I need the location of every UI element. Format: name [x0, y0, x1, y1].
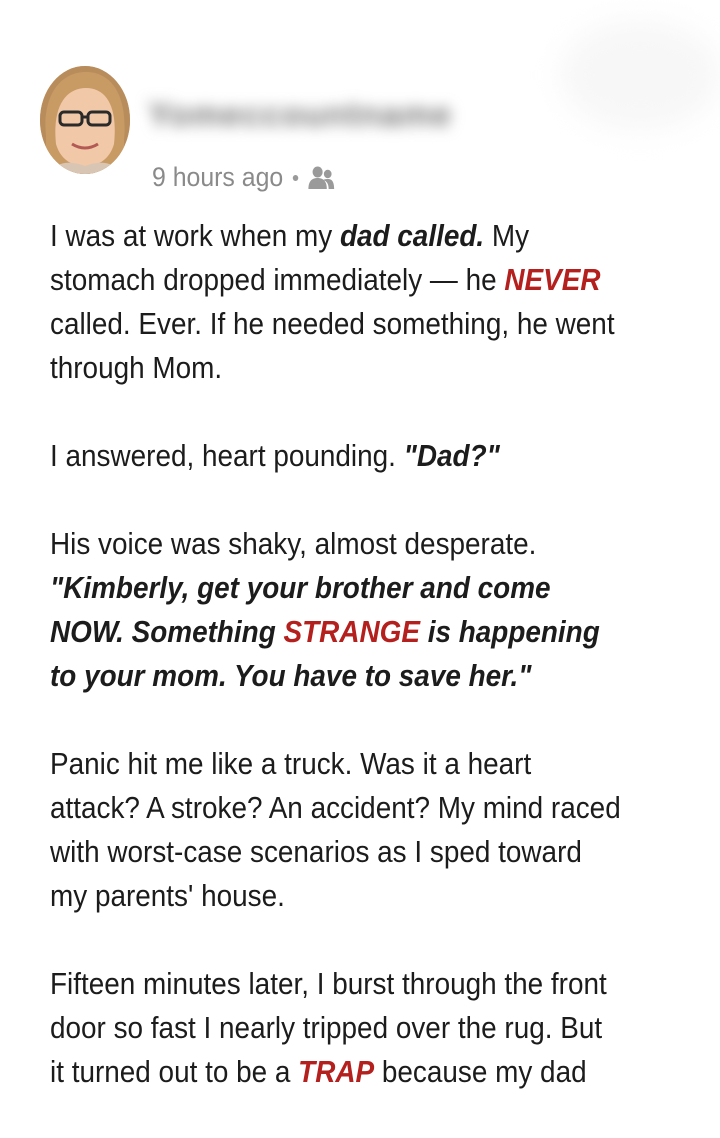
paragraph-4: [50, 742, 671, 918]
post-body: [50, 214, 671, 1138]
text-line: Panic hit me like a truck. Was it a heart: [50, 746, 532, 781]
text-line: I answered, heart pounding. "Dad?": [50, 438, 500, 473]
text-line: door so fast I nearly tripped over the rug. But: [50, 1010, 603, 1045]
post-timestamp[interactable]: 9 hours ago: [152, 162, 284, 192]
text-line: my parents' house.: [50, 878, 285, 913]
paragraph-1: [50, 214, 671, 390]
highlight-text: NEVER: [504, 262, 601, 297]
paragraph-2: [50, 434, 671, 478]
text-line: it turned out to be a TRAP because my dad: [50, 1054, 587, 1089]
text-line: His voice was shaky, almost desperate.: [50, 526, 537, 561]
text-line: attack? A stroke? An accident? My mind raced: [50, 790, 621, 825]
emphasis-text: dad called.: [339, 218, 485, 253]
text-line: through Mom.: [50, 350, 223, 385]
author-avatar[interactable]: [40, 66, 130, 174]
text-line: called. Ever. If he needed something, he went: [50, 306, 615, 341]
text-line: I was at work when my dad called. My: [50, 218, 530, 253]
separator-dot: [292, 175, 298, 181]
quote-line: NOW. Something STRANGE is happening: [50, 614, 600, 649]
quote-line: to your mom. You have to save her.": [50, 658, 532, 693]
highlight-text: STRANGE: [283, 614, 420, 649]
author-name[interactable]: Yomeccountname: [148, 96, 453, 134]
paragraph-3: [50, 522, 671, 698]
post-meta: [152, 162, 335, 193]
highlight-text: TRAP: [298, 1054, 375, 1089]
emphasis-text: "Dad?": [403, 438, 500, 473]
text-line: Fifteen minutes later, I burst through the front: [50, 966, 607, 1001]
background-glow: [560, 20, 720, 130]
profile-photo-icon: [40, 66, 130, 174]
quote-line: "Kimberly, get your brother and come: [50, 570, 551, 605]
text-line: with worst-case scenarios as I sped toward: [50, 834, 582, 869]
text-line: stomach dropped immediately — he NEVER: [50, 262, 601, 297]
paragraph-5: [50, 962, 671, 1094]
friends-icon[interactable]: [307, 165, 335, 191]
